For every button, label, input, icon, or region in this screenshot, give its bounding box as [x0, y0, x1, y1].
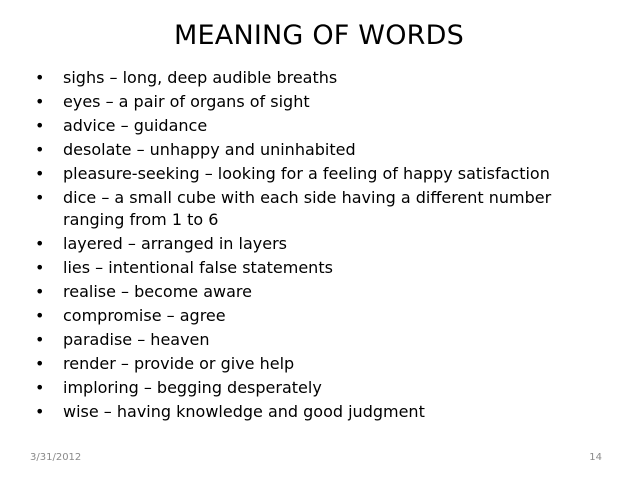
definition-item-eyes: [35, 91, 605, 113]
bullet-icon: •: [35, 330, 45, 349]
bullet-icon: •: [35, 234, 45, 253]
bullet-icon: •: [35, 188, 45, 207]
definition-text: lies – intentional false statements: [63, 258, 333, 277]
bullet-icon: •: [35, 258, 45, 277]
definition-item-layered: [35, 233, 605, 255]
definition-text: dice – a small cube with each side having a different number ranging from 1 to 6: [63, 188, 552, 229]
definition-item-paradise: [35, 329, 605, 351]
definition-text: pleasure-seeking – looking for a feeling of happy satisfaction: [63, 164, 550, 183]
bullet-icon: •: [35, 92, 45, 111]
definition-text: sighs – long, deep audible breaths: [63, 68, 338, 87]
definition-text: imploring – begging desperately: [63, 378, 322, 397]
bullet-icon: •: [35, 116, 45, 135]
bullet-icon: •: [35, 354, 45, 373]
definition-text: advice – guidance: [63, 116, 208, 135]
definition-text: render – provide or give help: [63, 354, 295, 373]
definition-item-sighs: [35, 67, 605, 89]
definition-item-dice: [35, 187, 605, 231]
definition-text: wise – having knowledge and good judgment: [63, 402, 425, 421]
slide-page-number: 14: [589, 452, 602, 463]
definition-item-advice: [35, 115, 605, 137]
bullet-icon: •: [35, 140, 45, 159]
definition-item-render: [35, 353, 605, 375]
definition-item-lies: [35, 257, 605, 279]
definition-text: realise – become aware: [63, 282, 252, 301]
slide-date: 3/31/2012: [30, 452, 82, 463]
definition-item-imploring: [35, 377, 605, 399]
definition-text: compromise – agree: [63, 306, 226, 325]
definition-item-compromise: [35, 305, 605, 327]
bullet-icon: •: [35, 164, 45, 183]
definition-item-realise: [35, 281, 605, 303]
bullet-icon: •: [35, 378, 45, 397]
definition-text: eyes – a pair of organs of sight: [63, 92, 310, 111]
definition-text: paradise – heaven: [63, 330, 210, 349]
definition-item-wise: [35, 401, 605, 423]
bullet-icon: •: [35, 402, 45, 421]
bullet-icon: •: [35, 306, 45, 325]
definition-text: desolate – unhappy and uninhabited: [63, 140, 356, 159]
bullet-icon: •: [35, 282, 45, 301]
definition-text: layered – arranged in layers: [63, 234, 287, 253]
definition-item-desolate: [35, 139, 605, 161]
slide-title: MEANING OF WORDS: [174, 20, 464, 51]
definition-list: [35, 67, 605, 423]
bullet-icon: •: [35, 68, 45, 87]
definition-item-pleasure-seeking: [35, 163, 605, 185]
